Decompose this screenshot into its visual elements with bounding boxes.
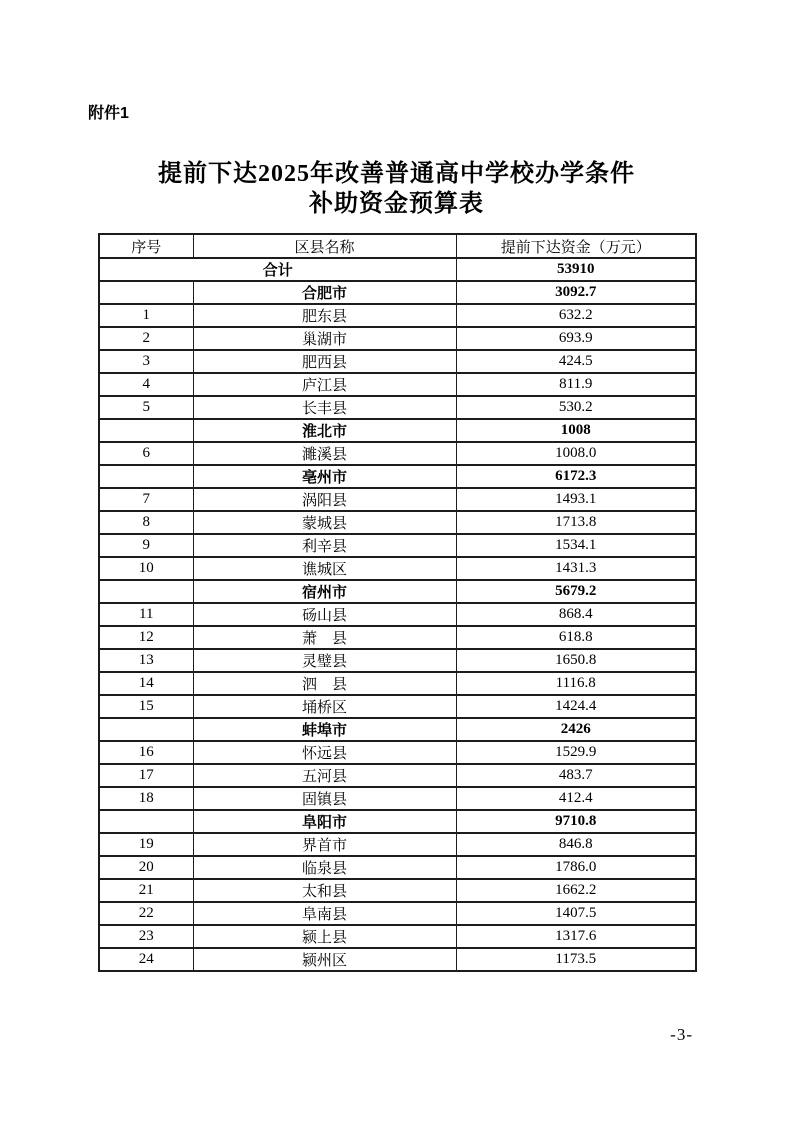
table-row <box>99 419 696 442</box>
cell-name: 埇桥区 <box>193 695 456 718</box>
cell-name: 宿州市 <box>193 580 456 603</box>
table-row <box>99 810 696 833</box>
cell-name: 颍上县 <box>193 925 456 948</box>
cell-value: 1407.5 <box>456 902 696 925</box>
table-row <box>99 258 696 281</box>
cell-value: 9710.8 <box>456 810 696 833</box>
table-row <box>99 856 696 879</box>
col-header-index: 序号 <box>99 234 193 258</box>
cell-value: 1317.6 <box>456 925 696 948</box>
cell-no <box>99 419 193 442</box>
cell-value: 868.4 <box>456 603 696 626</box>
cell-value: 1116.8 <box>456 672 696 695</box>
cell-name: 肥西县 <box>193 350 456 373</box>
cell-value: 530.2 <box>456 396 696 419</box>
cell-name: 太和县 <box>193 879 456 902</box>
table-row <box>99 511 696 534</box>
cell-value: 1173.5 <box>456 948 696 971</box>
cell-no: 5 <box>99 396 193 419</box>
cell-no: 4 <box>99 373 193 396</box>
cell-no: 11 <box>99 603 193 626</box>
table-row <box>99 626 696 649</box>
cell-value: 2426 <box>456 718 696 741</box>
cell-no: 21 <box>99 879 193 902</box>
table-row <box>99 327 696 350</box>
table-row <box>99 396 696 419</box>
table-body <box>99 258 696 971</box>
cell-no: 8 <box>99 511 193 534</box>
table-row <box>99 603 696 626</box>
table-row <box>99 373 696 396</box>
cell-no: 10 <box>99 557 193 580</box>
cell-name: 谯城区 <box>193 557 456 580</box>
cell-no: 9 <box>99 534 193 557</box>
cell-value: 1650.8 <box>456 649 696 672</box>
table-row <box>99 488 696 511</box>
cell-no <box>99 281 193 304</box>
cell-value: 1424.4 <box>456 695 696 718</box>
cell-name: 砀山县 <box>193 603 456 626</box>
cell-name: 合肥市 <box>193 281 456 304</box>
budget-table-container <box>98 233 697 972</box>
cell-no: 19 <box>99 833 193 856</box>
cell-no: 1 <box>99 304 193 327</box>
cell-value: 424.5 <box>456 350 696 373</box>
cell-name: 怀远县 <box>193 741 456 764</box>
cell-name: 颍州区 <box>193 948 456 971</box>
budget-table <box>98 233 697 972</box>
cell-name: 灵璧县 <box>193 649 456 672</box>
cell-value: 846.8 <box>456 833 696 856</box>
cell-name: 合计 <box>99 258 456 281</box>
cell-name: 蒙城县 <box>193 511 456 534</box>
cell-value: 1431.3 <box>456 557 696 580</box>
cell-name: 蚌埠市 <box>193 718 456 741</box>
table-header-row <box>99 234 696 258</box>
cell-value: 811.9 <box>456 373 696 396</box>
cell-name: 阜南县 <box>193 902 456 925</box>
table-header <box>99 234 696 258</box>
table-row <box>99 948 696 971</box>
cell-value: 1534.1 <box>456 534 696 557</box>
cell-value: 693.9 <box>456 327 696 350</box>
table-row <box>99 580 696 603</box>
cell-no <box>99 580 193 603</box>
cell-no: 20 <box>99 856 193 879</box>
cell-no: 22 <box>99 902 193 925</box>
cell-name: 阜阳市 <box>193 810 456 833</box>
cell-name: 临泉县 <box>193 856 456 879</box>
table-row <box>99 718 696 741</box>
cell-value: 1786.0 <box>456 856 696 879</box>
cell-name: 巢湖市 <box>193 327 456 350</box>
cell-name: 界首市 <box>193 833 456 856</box>
cell-value: 1008.0 <box>456 442 696 465</box>
table-row <box>99 350 696 373</box>
table-row <box>99 281 696 304</box>
table-row <box>99 649 696 672</box>
cell-value: 1008 <box>456 419 696 442</box>
cell-value: 412.4 <box>456 787 696 810</box>
cell-name: 亳州市 <box>193 465 456 488</box>
table-row <box>99 557 696 580</box>
table-row <box>99 764 696 787</box>
cell-no: 23 <box>99 925 193 948</box>
cell-name: 长丰县 <box>193 396 456 419</box>
cell-no: 15 <box>99 695 193 718</box>
cell-value: 6172.3 <box>456 465 696 488</box>
col-header-name: 区县名称 <box>193 234 456 258</box>
cell-name: 庐江县 <box>193 373 456 396</box>
table-row <box>99 534 696 557</box>
table-row <box>99 902 696 925</box>
table-row <box>99 465 696 488</box>
page-number: -3- <box>670 1025 693 1044</box>
cell-name: 濉溪县 <box>193 442 456 465</box>
cell-name: 涡阳县 <box>193 488 456 511</box>
cell-value: 1529.9 <box>456 741 696 764</box>
cell-value: 3092.7 <box>456 281 696 304</box>
cell-value: 1713.8 <box>456 511 696 534</box>
cell-name: 五河县 <box>193 764 456 787</box>
cell-no <box>99 810 193 833</box>
cell-no: 16 <box>99 741 193 764</box>
cell-value: 618.8 <box>456 626 696 649</box>
cell-no: 3 <box>99 350 193 373</box>
cell-no: 14 <box>99 672 193 695</box>
col-header-amount: 提前下达资金（万元） <box>456 234 696 258</box>
table-row <box>99 672 696 695</box>
cell-name: 萧 县 <box>193 626 456 649</box>
cell-no: 24 <box>99 948 193 971</box>
cell-name: 淮北市 <box>193 419 456 442</box>
cell-name: 肥东县 <box>193 304 456 327</box>
cell-name: 利辛县 <box>193 534 456 557</box>
cell-no: 6 <box>99 442 193 465</box>
table-row <box>99 304 696 327</box>
table-row <box>99 879 696 902</box>
page-title <box>0 159 793 219</box>
table-row <box>99 695 696 718</box>
cell-no: 2 <box>99 327 193 350</box>
table-row <box>99 787 696 810</box>
cell-no: 12 <box>99 626 193 649</box>
cell-no <box>99 465 193 488</box>
cell-value: 5679.2 <box>456 580 696 603</box>
cell-name: 固镇县 <box>193 787 456 810</box>
cell-value: 1662.2 <box>456 879 696 902</box>
cell-value: 632.2 <box>456 304 696 327</box>
cell-no: 13 <box>99 649 193 672</box>
table-row <box>99 442 696 465</box>
cell-no <box>99 718 193 741</box>
page-title-line2: 补助资金预算表 <box>309 191 484 217</box>
cell-name: 泗 县 <box>193 672 456 695</box>
cell-value: 483.7 <box>456 764 696 787</box>
table-row <box>99 833 696 856</box>
table-row <box>99 741 696 764</box>
cell-no: 18 <box>99 787 193 810</box>
cell-value: 53910 <box>456 258 696 281</box>
cell-no: 17 <box>99 764 193 787</box>
cell-value: 1493.1 <box>456 488 696 511</box>
page-title-line1: 提前下达2025年改善普通高中学校办学条件 <box>158 161 635 187</box>
table-row <box>99 925 696 948</box>
attachment-label: 附件1 <box>88 105 129 122</box>
cell-no: 7 <box>99 488 193 511</box>
